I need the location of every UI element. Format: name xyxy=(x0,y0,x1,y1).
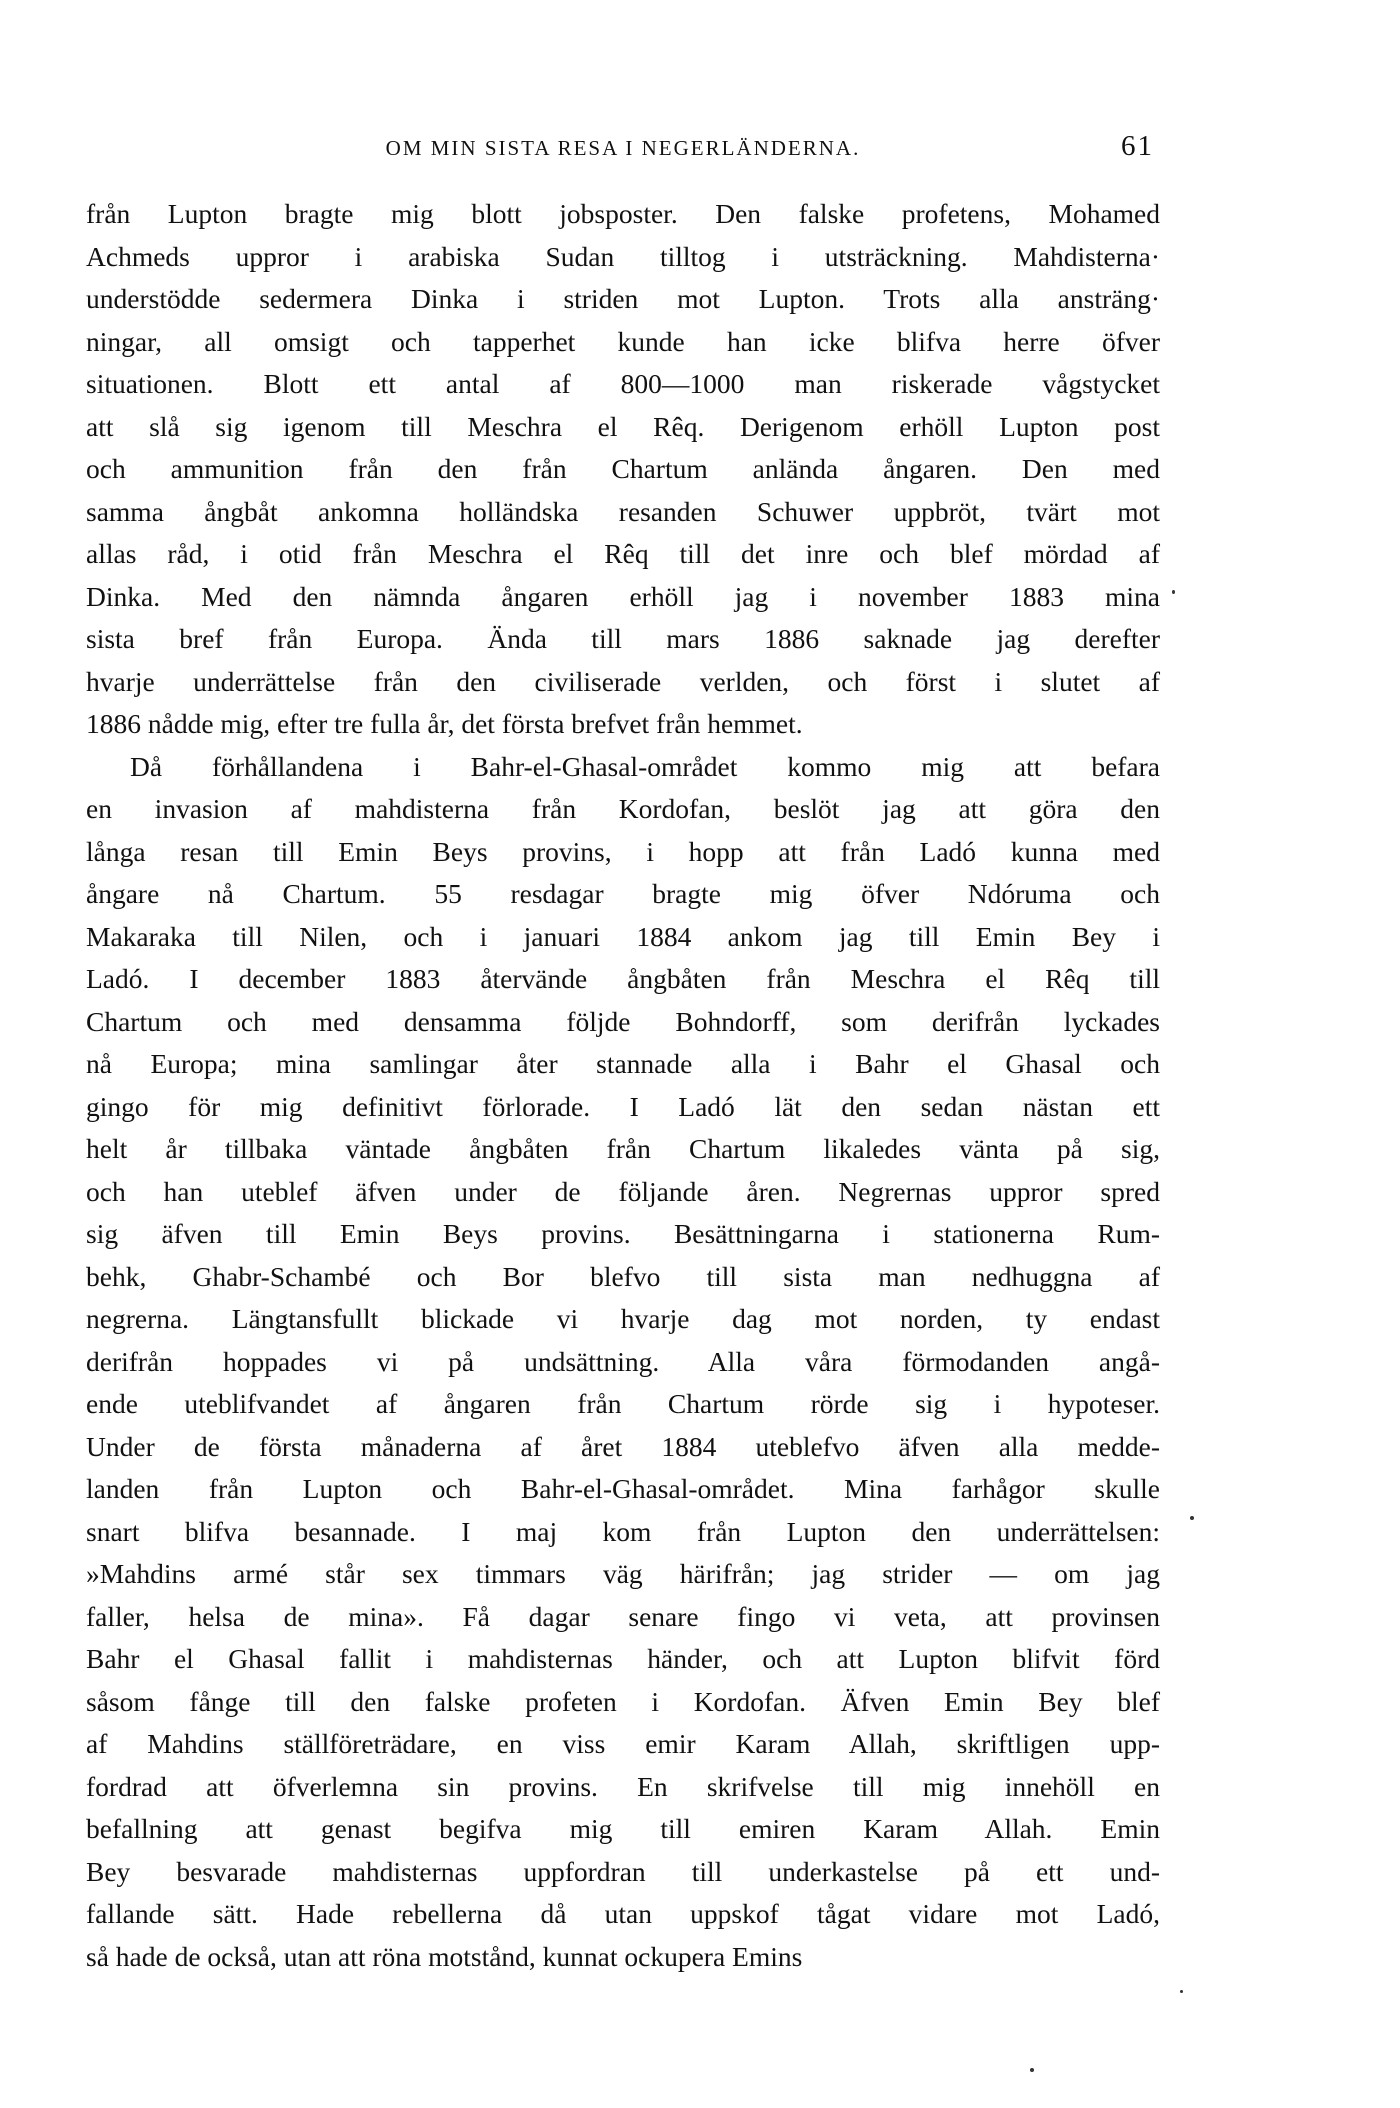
text-line: Under de första månaderna af året 1884 uteblefvo äfven alla medde- xyxy=(86,1430,1160,1462)
text-line: ende uteblifvandet af ångaren från Chartum rörde sig i hypoteser. xyxy=(86,1388,1160,1419)
text-line: sig äfven till Emin Beys provins. Besättningarna i stationerna Rum- xyxy=(86,1218,1160,1249)
text-line: »Mahdins armé står sex timmars väg härifrån; jag strider — om jag xyxy=(86,1558,1160,1589)
text-line: sista bref från Europa. Ända till mars 1886 saknade jag derefter xyxy=(86,623,1160,654)
text-line: fordrad att öfverlemna sin provins. En skrifvelse till mig innehöll en xyxy=(86,1770,1160,1802)
text-line: ningar, all omsigt och tapperhet kunde han icke blifva herre öfver xyxy=(86,325,1160,357)
text-line: helt år tillbaka väntade ångbåten från Chartum likaledes vänta på sig, xyxy=(86,1133,1160,1164)
text-line: derifrån hoppades vi på undsättning. Alla våra förmodanden angå- xyxy=(86,1345,1160,1377)
body-text xyxy=(86,193,1160,1978)
text-line: så hade de också, utan att röna motstånd, kunnat ockupera Emins xyxy=(86,1940,803,1972)
text-line: hvarje underrättelse från den civiliserade verlden, och först i slutet af xyxy=(86,665,1160,697)
text-line: och han uteblef äfven under de följande åren. Negrernas uppror spred xyxy=(86,1175,1160,1207)
text-line: långa resan till Emin Beys provins, i hopp att från Ladó kunna med xyxy=(86,835,1160,867)
text-line: Ladó. I december 1883 återvände ångbåten från Meschra el Rêq till xyxy=(86,963,1160,994)
text-line: af Mahdins ställföreträdare, en viss emir Karam Allah, skriftligen upp- xyxy=(86,1728,1160,1759)
text-line: understödde sedermera Dinka i striden mot Lupton. Trots alla ansträng· xyxy=(86,283,1160,314)
text-line: Bahr el Ghasal fallit i mahdisternas händer, och att Lupton blifvit förd xyxy=(86,1643,1160,1674)
text-line: allas råd, i otid från Meschra el Rêq till det inre och blef mördad af xyxy=(86,538,1160,569)
running-title: OM MIN SISTA RESA I NEGERLÄNDERNA. xyxy=(385,136,861,160)
text-line: snart blifva besannade. I maj kom från Lupton den underrättelsen: xyxy=(86,1515,1160,1547)
text-line: och ammunition från den från Chartum anlända ångaren. Den med xyxy=(86,453,1160,484)
text-line: att slå sig igenom till Meschra el Rêq. Derigenom erhöll Lupton post xyxy=(86,410,1160,442)
text-line: gingo för mig definitivt förlorade. I Ladó lät den sedan nästan ett xyxy=(86,1090,1160,1122)
text-line: faller, helsa de mina». Få dagar senare fingo vi veta, att provinsen xyxy=(86,1600,1160,1632)
text-line: 1886 nådde mig, efter tre fulla år, det första brefvet från hemmet. xyxy=(86,708,803,739)
text-line: Achmeds uppror i arabiska Sudan tilltog i utsträckning. Mahdisterna· xyxy=(86,240,1160,272)
text-line: landen från Lupton och Bahr-el-Ghasal-området. Mina farhågor skulle xyxy=(86,1473,1160,1504)
running-header xyxy=(86,130,1160,176)
text-line: samma ångbåt ankomna holländska resanden Schuwer uppbröt, tvärt mot xyxy=(86,495,1160,527)
text-line: från Lupton bragte mig blott jobsposter. Den falske profetens, Mohamed xyxy=(86,198,1160,229)
text-line: behk, Ghabr-Schambé och Bor blefvo till sista man nedhuggna af xyxy=(86,1260,1160,1292)
text-line: Bey besvarade mahdisternas uppfordran till underkastelse på ett und- xyxy=(86,1855,1160,1887)
page-number: 61 xyxy=(1121,130,1154,162)
text-line: såsom fånge till den falske profeten i Kordofan. Äfven Emin Bey blef xyxy=(86,1685,1160,1717)
text-line: befallning att genast begifva mig till emiren Karam Allah. Emin xyxy=(86,1813,1160,1844)
text-line: situationen. Blott ett antal af 800—1000 man riskerade vågstycket xyxy=(86,368,1160,399)
text-line: Makaraka till Nilen, och i januari 1884 ankom jag till Emin Bey i xyxy=(86,920,1160,952)
text-line: en invasion af mahdisterna från Kordofan, beslöt jag att göra den xyxy=(86,793,1160,824)
ink-speck xyxy=(1180,1990,1183,1993)
text-line: Chartum och med densamma följde Bohndorff, som derifrån lyckades xyxy=(86,1005,1160,1037)
text-line: negrerna. Längtansfullt blickade vi hvarje dag mot norden, ty endast xyxy=(86,1303,1160,1334)
ink-speck xyxy=(1190,1516,1194,1520)
text-line: fallande sätt. Hade rebellerna då utan uppskof tågat vidare mot Ladó, xyxy=(86,1898,1160,1929)
ink-speck xyxy=(1030,2068,1034,2072)
text-line: Då förhållandena i Bahr-el-Ghasal-området kommo mig att befara xyxy=(130,750,1160,782)
text-line: Dinka. Med den nämnda ångaren erhöll jag i november 1883 mina xyxy=(86,580,1160,612)
text-line: nå Europa; mina samlingar åter stannade alla i Bahr el Ghasal och xyxy=(86,1048,1160,1079)
text-line: ångare nå Chartum. 55 resdagar bragte mig öfver Ndóruma och xyxy=(86,878,1160,909)
ink-speck xyxy=(1172,590,1175,594)
